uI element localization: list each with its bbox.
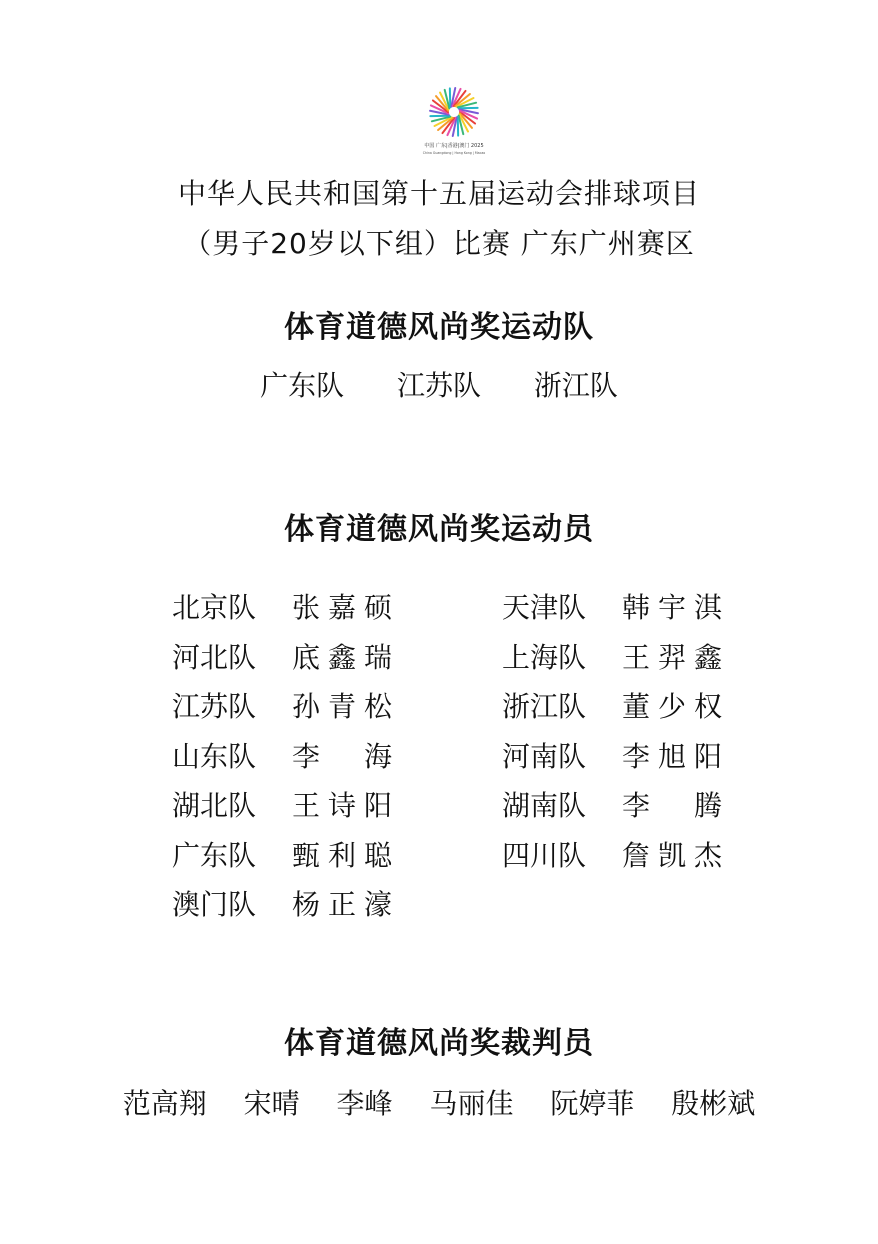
athlete-name: 底鑫瑞 bbox=[292, 640, 392, 674]
athlete-team: 湖南队 bbox=[502, 789, 587, 822]
page-title-line-1: 中华人民共和国第十五届运动会排球项目 bbox=[177, 177, 700, 210]
athlete-row bbox=[172, 883, 392, 923]
athlete-name: 李海 bbox=[292, 739, 392, 773]
referee-name: 殷彬斌 bbox=[671, 1087, 756, 1120]
team-award-item: 江苏队 bbox=[396, 369, 481, 402]
athlete-team: 上海队 bbox=[502, 640, 587, 674]
athlete-team: 湖北队 bbox=[172, 789, 257, 822]
games-emblem-icon bbox=[419, 80, 489, 160]
athlete-row bbox=[172, 636, 392, 676]
athlete-team: 江苏队 bbox=[172, 690, 257, 723]
svg-text:中国 广东|香港|澳门 2025: 中国 广东|香港|澳门 2025 bbox=[424, 143, 484, 149]
athlete-name: 李腾 bbox=[622, 789, 722, 822]
athlete-name: 詹凯杰 bbox=[622, 838, 722, 872]
athlete-name: 甄利聪 bbox=[292, 838, 392, 872]
athlete-team: 四川队 bbox=[502, 838, 587, 872]
athlete-name: 孙青松 bbox=[292, 690, 392, 723]
referee-name: 马丽佳 bbox=[429, 1087, 514, 1120]
athlete-row bbox=[502, 784, 722, 824]
referee-name: 范高翔 bbox=[122, 1087, 207, 1120]
athlete-row bbox=[172, 685, 392, 725]
page-title-line-2: （男子20岁以下组）比赛 广东广州赛区 bbox=[183, 227, 695, 260]
athlete-name: 杨正濠 bbox=[292, 888, 392, 921]
athlete-row bbox=[502, 636, 722, 676]
athlete-name: 董少权 bbox=[622, 690, 722, 723]
athlete-row bbox=[172, 735, 392, 775]
team-award-heading: 体育道德风尚奖运动队 bbox=[284, 310, 594, 345]
athlete-team: 澳门队 bbox=[172, 888, 257, 921]
athlete-name: 王诗阳 bbox=[292, 789, 392, 822]
athlete-team: 天津队 bbox=[502, 591, 587, 624]
athlete-team: 北京队 bbox=[172, 591, 257, 624]
referee-name: 李峰 bbox=[336, 1087, 393, 1120]
athlete-name: 王羿鑫 bbox=[622, 640, 722, 674]
referee-name: 宋晴 bbox=[243, 1087, 300, 1120]
athlete-name: 李旭阳 bbox=[622, 739, 722, 773]
athlete-row bbox=[502, 834, 722, 874]
athlete-row bbox=[172, 586, 392, 626]
team-award-item: 浙江队 bbox=[533, 369, 618, 402]
athlete-team: 河南队 bbox=[502, 739, 587, 773]
athlete-award-heading: 体育道德风尚奖运动员 bbox=[284, 512, 594, 547]
team-award-list bbox=[0, 364, 878, 404]
referee-award-heading: 体育道德风尚奖裁判员 bbox=[284, 1026, 594, 1061]
athlete-row bbox=[172, 834, 392, 874]
team-award-item: 广东队 bbox=[260, 369, 345, 402]
athlete-team: 广东队 bbox=[172, 838, 257, 872]
referee-award-list bbox=[0, 1082, 878, 1122]
athlete-row bbox=[172, 784, 392, 824]
athlete-team: 浙江队 bbox=[502, 690, 587, 723]
referee-name: 阮婷菲 bbox=[550, 1087, 635, 1120]
athlete-row bbox=[502, 735, 722, 775]
athlete-name: 张嘉硕 bbox=[292, 591, 392, 624]
athlete-team: 山东队 bbox=[172, 739, 257, 773]
athlete-row bbox=[502, 685, 722, 725]
athlete-row bbox=[502, 586, 722, 626]
athlete-name: 韩宇淇 bbox=[622, 591, 722, 624]
svg-text:China Guangdong | Hong Kong |: China Guangdong | Hong Kong | Macao bbox=[422, 151, 486, 155]
games-logo bbox=[419, 80, 489, 160]
athlete-team: 河北队 bbox=[172, 640, 257, 674]
